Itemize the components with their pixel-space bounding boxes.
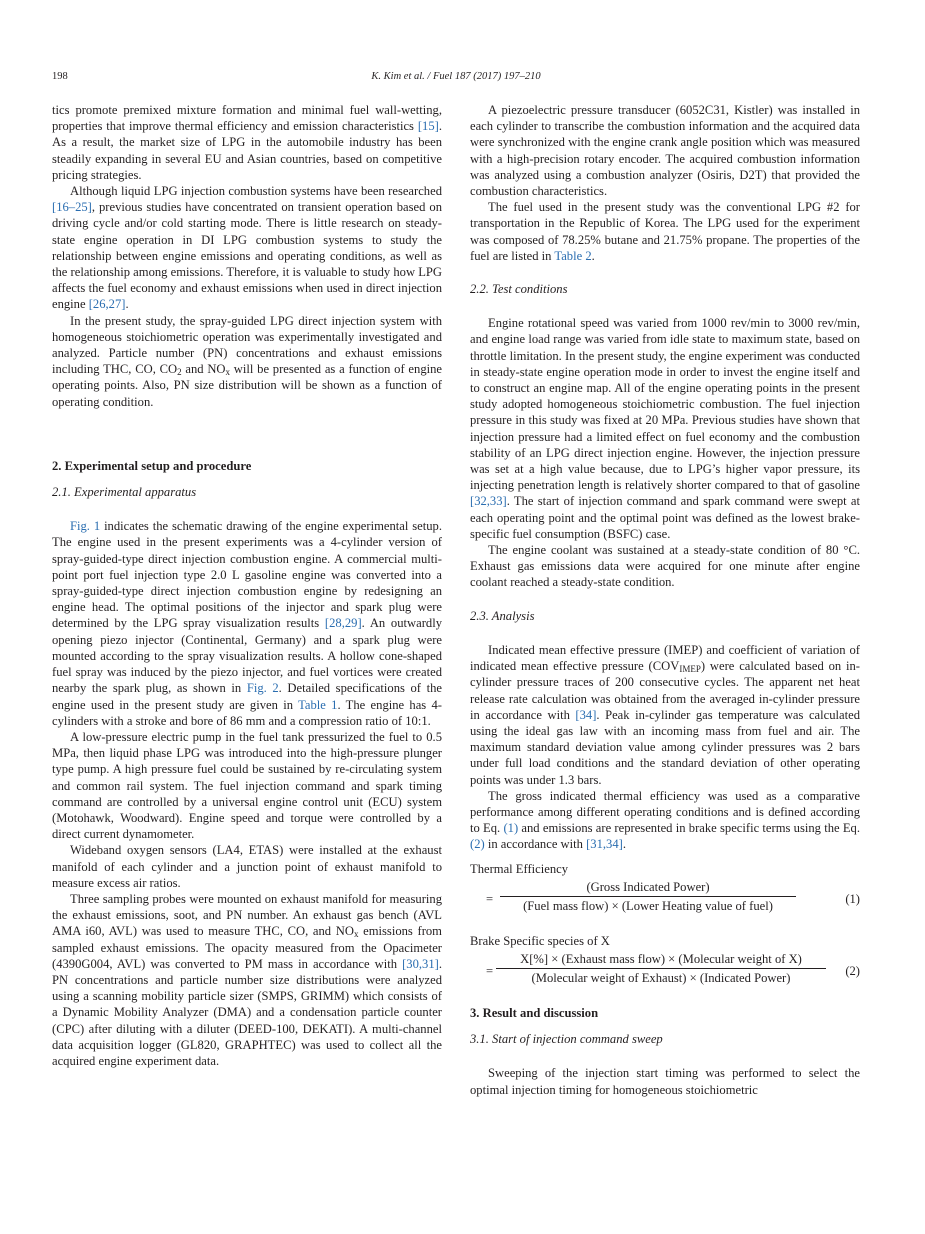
table-link[interactable]: Table 1 [298,697,338,712]
paragraph: A low-pressure electric pump in the fuel tank pressurized the fuel to 0.5 MPa, then liquid phase LPG was introduced into the high-pressure plunger type pump. A high pressure fuel could be sustained by re-circulating system and common rail system. The fuel injection command and spark timing command are controlled by a universal engine control unit (ECU) system (Motohawk, Woodward). Engine speed and torque were controlled by a direct current dynamometer. [52,729,442,842]
paragraph: Fig. 1 indicates the schematic drawing of the engine experimental setup. The engine used in the present experiments was a 4-cylinder version of spray-guided-type direct injection combustion engine. A commercial multi-point port fuel injection type 2.0 L gasoline engine was converted into a spray-guided-type direct injection combustion engine by redesigning an engine head. The optimal positions of the injector and spark plug were determined by the LPG spray visualization results [28,29]. An outwardly opening piezo injector (Continental, Germany) and a spark plug were mounted according to the spray visualization results. A hollow cone-shaped fuel spray was induced by the piezo injector, and fuel vortices were created nearby the spark plug, as shown in Fig. 2. Detailed specifications of the engine used in the present study are given in Table 1. The engine has 4-cylinders with a stroke and bore of 86 mm and a compression ratio of 10:1. [52,519,442,728]
subsection-heading: 2.1. Experimental apparatus [52,485,197,500]
equation-numerator: (Gross Indicated Power) [500,879,796,897]
page-number: 198 [52,71,68,82]
section-heading: 3. Result and discussion [470,1005,599,1020]
citation-link[interactable]: [30,31] [402,956,439,971]
paragraph: Three sampling probes were mounted on exhaust manifold for measuring the exhaust emissions, soot, and PN number. An exhaust gas bench (AVL AMA i60, AVL) was used to measure THC, CO, and $NO_x$ emissions from sampled exhaust emissions. The opacity measured from the Opacimeter (4390G004, AVL) was converted to PM mass in accordance with [30,31]. PN concentrations and particle number size distributions were analyzed using a scanning mobility particle sizer (SMPS, GRIMM) which consists of a Dynamic Mobility Analyzer (DMA) and a condensation particle counter (CPC) after diluting with a diluter (DEED-100, DEKATI). A multi-channel data acquisition logger (GL820, GRAPHTEC) was used to collect all the acquired engine experiment data. [52,891,442,1068]
citation-link[interactable]: [34] [575,707,597,722]
paragraph: Indicated mean effective pressure (IMEP) and coefficient of variation of indicated mean effective pressure $(COV_{IMEP})$ were calculated based on in-cylinder pressure traces of 200 consecutive cycles. The apparent net heat release rate calculation was obtained from the averaged in-cylinder pressure in accordance with [34]. Peak in-cylinder gas temperature was calculated using the ideal gas law with an incoming mass from fuel and air. The maximum standard deviation value among cylinder pressures was 2 bars under full load conditions and the standard deviation of other operating points was under 1.3 bars. [470,642,860,787]
equation-link[interactable]: (2) [470,837,485,852]
paragraph: Engine rotational speed was varied from 1000 rev/min to 3000 rev/min, and engine load range was varied from idle state to maximum state, based on throttle limitation. In the present study, the engine experiment was conducted in steady-state engine operation mode in order to invest the engine itself and to construct an engine map. All of the engine operating points in the present study adopted homogeneous stoichiometric combustion. The fuel injection pressure in this study was fixed at 20 MPa. Previous studies have shown that injection pressure had a limited effect on fuel economy and the combustion stability of an LPG direct injection engine. However, the injection pressure was set at a high value because, due to LPG’s higher vapor pressure, its injecting penetration length is relatively shorter compared to that of gasoline [32,33]. The start of injection command and spark command were swept at each operating point and the optimal point was defined as the lowest brake-specific fuel consumption (BSFC) case. [470,316,860,541]
table-link[interactable]: Table 2 [554,248,592,263]
equation-1 [470,879,860,919]
equation-1-label: Thermal Efficiency [470,861,569,876]
citation-link[interactable]: [28,29] [324,616,362,631]
page-header [52,71,860,89]
paragraph: Wideband oxygen sensors (LA4, ETAS) were installed at the exhaust manifold of each cylinder and a junction point of exhaust manifold to measure excess air ratios. [52,843,442,890]
equals-sign: = [486,891,494,906]
paragraph: In the present study, the spray-guided LPG direct injection system with homogeneous stoichiometric operation was experimentally investigated and analyzed. Particle number (PN) concentrations and exhaust emissions including THC, CO, $CO_2$ and $NO_x$ will be presented as a function of engine operating points. Also, PN size distribution will be shown as a function of operating condition. [52,313,443,409]
equation-number: (1) [845,891,860,906]
citation-link[interactable]: [31,34] [586,837,623,852]
equals-sign: = [486,963,494,978]
paragraph: Sweeping of the injection start timing was performed to select the optimal injection timing for homogeneous stoichiometric [470,1066,860,1097]
left-column [52,102,442,1069]
figure-link[interactable]: Fig. 1 [70,519,101,534]
paragraph: A piezoelectric pressure transducer (6052C31, Kistler) was installed in each cylinder to transcribe the combustion information and the acquired data were synchronized with the engine crank angle position which was measured with a high-precision rotary encoder. The acquired combustion information was analyzed using a combustion analyzer (Osiris, D2T) that provided the combustion characteristics. [470,103,860,199]
equation-2-label: Brake Specific species of X [470,933,610,948]
figure-link[interactable]: Fig. 2 [246,681,279,696]
citation-link[interactable]: [26,27] [88,297,126,312]
equation-link[interactable]: (1) [503,821,519,836]
equation-fraction [500,879,796,914]
subsection-heading: 2.3. Analysis [470,608,535,623]
section-heading: 2. Experimental setup and procedure [52,458,252,473]
paragraph: The gross indicated thermal efficiency was used as a comparative performance among different operating conditions and is defined according to Eq. (1) and emissions are represented in brake specific terms using the Eq. (2) in accordance with [31,34]. [470,788,861,852]
citation-link[interactable]: [15] [417,119,439,134]
citation-link[interactable]: [32,33] [470,494,507,509]
right-column [470,102,860,1098]
paragraph: The fuel used in the present study was the conventional LPG #2 for transportation in the Republic of Korea. The LPG used for the experiment was composed of 78.25% butane and 21.75% propane. The properties of the fuel are listed in Table 2. [470,200,860,263]
paragraph: The engine coolant was sustained at a steady-state condition of 80 °C. Exhaust gas emissions data were acquired for one minute after engine coolant reached a steady-state condition. [470,543,860,590]
equation-fraction [496,951,826,986]
paragraph: Although liquid LPG injection combustion systems have been researched [16–25], previous studies have concentrated on transient operation based on driving cycle and/or cold starting mode. There is little research on steady-state engine operation in DI LPG combustion systems to study the relationship between engine emissions and operating conditions, as well as the relationship among emissions. Therefore, it is valuable to study how LPG affects the fuel economy and exhaust emissions when used in direct injection engine [26,27]. [52,184,442,312]
subsection-heading: 2.2. Test conditions [470,282,568,297]
equation-number: (2) [845,963,860,978]
equation-denominator: (Molecular weight of Exhaust) × (Indicated Power) [531,971,791,986]
paragraph: tics promote premixed mixture formation and minimal fuel wall-wetting, properties that improve thermal efficiency and emission characteristics [15]. As a result, the market size of LPG in the automobile industry has been steadily expanding in several EU and Asian countries, based on competitive pricing strategies. [52,103,442,182]
equation-2 [470,951,860,991]
running-title: K. Kim et al. / Fuel 187 (2017) 197–210 [371,71,541,82]
equation-denominator: (Fuel mass flow) × (Lower Heating value of fuel) [523,898,773,913]
citation-link[interactable]: [16–25] [52,200,92,215]
equation-numerator: X[%] × (Exhaust mass flow) × (Molecular weight of X) [496,951,826,969]
subsection-heading: 3.1. Start of injection command sweep [470,1032,663,1047]
